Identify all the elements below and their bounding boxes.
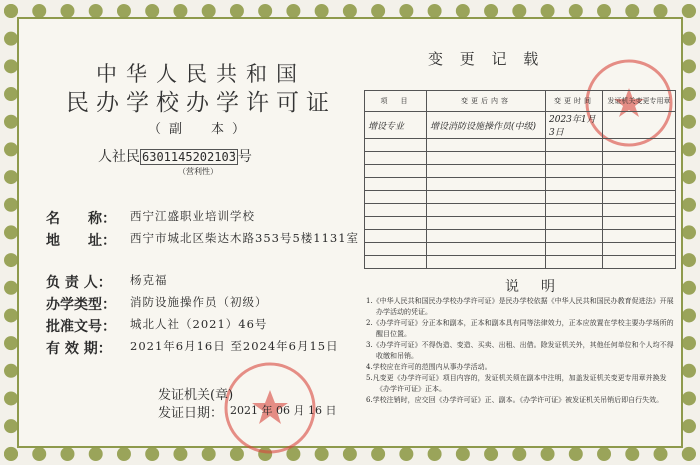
table-row xyxy=(365,243,676,256)
cell-seal xyxy=(603,112,676,139)
field-value: 城北人社（2021）46号 xyxy=(130,317,268,331)
column-header: 发证机关变更专用章 xyxy=(603,91,676,112)
note-item: 6.学校注销时，应交回《办学许可证》正、副本。《办学许可证》被发证机关吊销后即自行失效。 xyxy=(366,396,664,404)
issue-date-label: 发证日期： xyxy=(158,406,224,421)
note-item: 1.《中华人民共和国民办学校办学许可证》是民办学校依据《中华人民共和国民办教育促进法》开展办学活动的凭证。 xyxy=(366,297,674,316)
table-row xyxy=(365,191,676,204)
license-number-value: 630114520210̈3 xyxy=(142,150,236,164)
license-number xyxy=(98,146,252,166)
field-name xyxy=(46,208,255,228)
field-validity xyxy=(46,338,339,358)
field-value: 西宁市城北区柴达木路353号5楼1131室 xyxy=(130,231,360,245)
title-line2: 民办学校办学许可证 xyxy=(66,90,336,116)
table-row xyxy=(365,112,676,139)
issuer-label: 发证机关(章) xyxy=(158,388,234,403)
table-row xyxy=(365,152,676,165)
field-label: 批准文号： xyxy=(46,319,116,335)
note-item: 2.《办学许可证》分正本和副本，正本和副本具有同等法律效力，正本应放置在学校主要办学场所的醒目位置。 xyxy=(366,319,674,338)
field-approval xyxy=(46,316,267,336)
table-row xyxy=(365,139,676,152)
field-type xyxy=(46,294,268,314)
license-prefix: 人社民 xyxy=(98,149,140,165)
note-item: 5.凡变更《办学许可证》项目内容的，发证机关须在副本中注明，加盖发证机关变更专用章并换发《办学许可证》正本。 xyxy=(366,374,667,393)
field-label: 地 址： xyxy=(46,233,116,249)
change-record-table xyxy=(364,90,676,269)
field-value: 消防设施操作员（初级） xyxy=(130,295,268,309)
column-header: 变更时间 xyxy=(546,91,603,112)
license-suffix: 号 xyxy=(237,149,252,165)
cell-content: 增设消防设施操作员(中级) xyxy=(427,112,546,139)
table-row xyxy=(365,230,676,243)
field-value: 西宁江盛职业培训学校 xyxy=(130,209,255,223)
notes-title: 说 明 xyxy=(505,279,559,295)
field-label: 办学类型： xyxy=(46,297,116,313)
table-row xyxy=(365,178,676,191)
column-header: 变更后内容 xyxy=(427,91,546,112)
note-item: 4.学校应在许可的范围内从事办学活动。 xyxy=(366,363,492,371)
field-address xyxy=(46,230,359,250)
field-label: 有 效 期： xyxy=(46,341,112,357)
column-header: 项 目 xyxy=(365,91,427,112)
cell-item: 增设专业 xyxy=(365,112,427,139)
table-row xyxy=(365,204,676,217)
license-type: （营利性） xyxy=(178,167,218,176)
table-row xyxy=(365,256,676,269)
copy-label: （副 本） xyxy=(148,122,254,137)
field-value: 2021年6月16日 至2024年6月15日 xyxy=(130,339,339,353)
table-header-row xyxy=(365,91,676,112)
note-item: 3.《办学许可证》不得伪造、变造、买卖、出租、出借。除发证机关外，其他任何单位和个人均不得收缴和吊销。 xyxy=(366,341,674,360)
cell-date: 2023年1月3日 xyxy=(546,112,603,139)
changes-title: 变 更 记 载 xyxy=(428,50,545,68)
field-principal xyxy=(46,272,168,292)
field-label: 名 称： xyxy=(46,211,116,227)
table-row xyxy=(365,165,676,178)
title-line1: 中华人民共和国 xyxy=(96,62,306,86)
issue-date: 2021 年 06 月 16 日 xyxy=(230,404,337,417)
field-value: 杨克福 xyxy=(130,273,168,287)
notes-list xyxy=(366,296,676,406)
table-row xyxy=(365,217,676,230)
field-label: 负 责 人： xyxy=(46,275,112,291)
